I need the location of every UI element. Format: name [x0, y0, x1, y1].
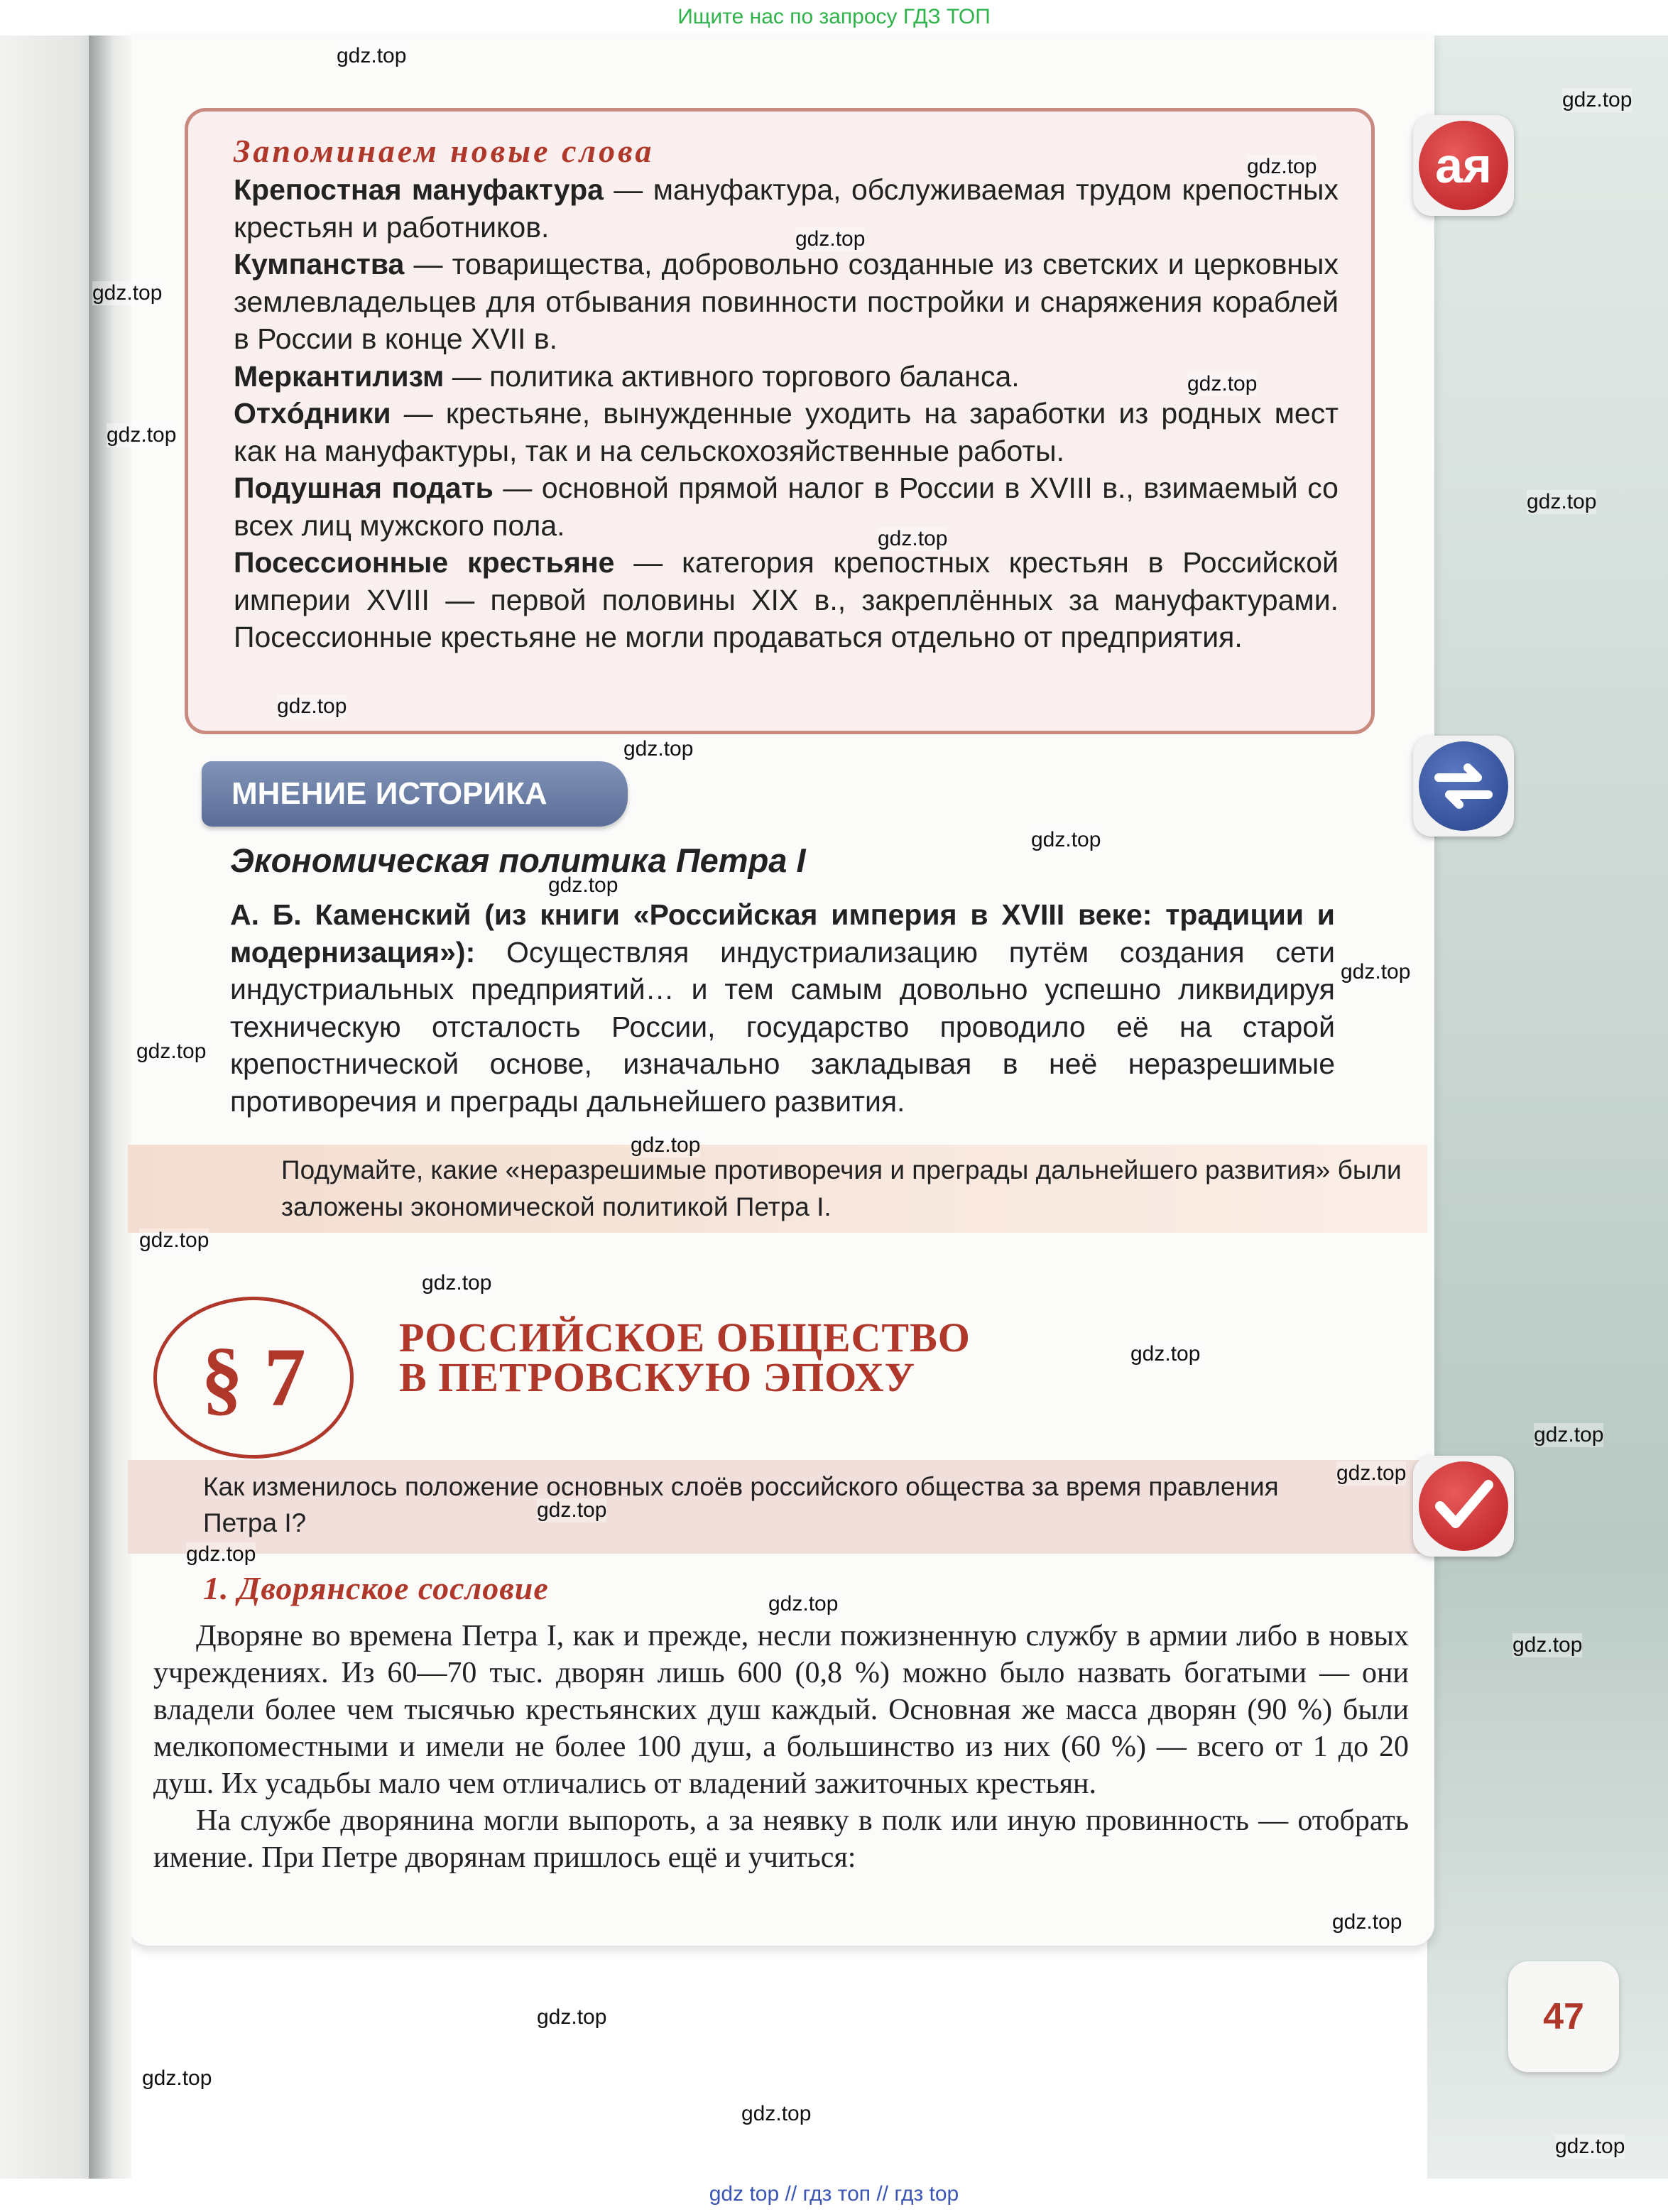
- vocabulary-title: Запоминаем новые слова: [234, 133, 655, 169]
- term: Отхóдники: [234, 397, 391, 430]
- watermark: gdz.top: [768, 1592, 839, 1616]
- watermark: gdz.top: [631, 1133, 701, 1157]
- term: Кумпанства: [234, 248, 405, 280]
- right-margin-decoration: [1427, 36, 1668, 2179]
- bottom-banner: gdz top // гдз топ // гдз top: [0, 2179, 1668, 2212]
- paragraph: На службе дворянина могли выпороть, а за неявку в полк или иную провинность — отобрать имение. При Петре дворянам пришлось ещё и учиться:: [153, 1804, 1409, 1874]
- section-title-line2: В ПЕТРОВСКУЮ ЭПОХУ: [399, 1354, 916, 1400]
- definition: — категория крепостных крестьян в Российской империи XVIII — первой половины XIX в., закреплённых за мануфактурами. Посессионные крестьяне не могли продаваться отдельно от предприятия.: [234, 546, 1339, 653]
- watermark: gdz.top: [337, 44, 407, 67]
- watermark: gdz.top: [1247, 155, 1317, 178]
- watermark: gdz.top: [1341, 960, 1411, 984]
- watermark: gdz.top: [1187, 372, 1258, 396]
- vocabulary-entry: [234, 469, 1339, 544]
- definition: — товарищества, добровольно созданные из светских и церковных землевладельцев для отбывания повинности постройки и снаряжения кораблей в России в конце XVII в.: [234, 248, 1339, 355]
- historian-quote: [230, 896, 1335, 1120]
- subheading: 1. Дворянское сословие: [203, 1570, 549, 1606]
- top-banner: Ищите нас по запросу ГДЗ ТОП: [0, 0, 1668, 36]
- watermark: gdz.top: [1512, 1633, 1583, 1657]
- opinion-title: Экономическая политика Петра I: [230, 841, 806, 879]
- section-title: [399, 1314, 971, 1400]
- watermark: gdz.top: [623, 737, 694, 761]
- quote-text: Осуществляя индустриализацию путём создания сети индустриальных предприятий… и тем самым довольно успешно ликвидируя техническую отсталость России, государство проводило её на старой крепостнической основе, изначально закладывая в неё неразрешимые противоречия и преграды дальнейшего развития.: [230, 935, 1335, 1118]
- term: Меркантилизм: [234, 359, 445, 393]
- watermark: gdz.top: [277, 694, 347, 718]
- watermark: gdz.top: [136, 1040, 207, 1063]
- watermark: gdz.top: [741, 2102, 812, 2125]
- vocabulary-entry: [234, 395, 1339, 469]
- watermark: gdz.top: [878, 527, 948, 550]
- page-number: 47: [1508, 1961, 1619, 2072]
- section-title-line1: РОССИЙСКОЕ ОБЩЕСТВО: [399, 1314, 971, 1361]
- body-text: [153, 1618, 1409, 1876]
- term: Посессионные крестьяне: [234, 546, 615, 579]
- vocabulary-icon[interactable]: ая: [1413, 115, 1514, 216]
- term: Подушная подать: [234, 472, 494, 504]
- watermark: gdz.top: [537, 2005, 607, 2029]
- opinion-question: Подумайте, какие «неразрешимые противоречия и преграды дальнейшего развития» были заложены экономической политикой Петра I.: [281, 1155, 1402, 1221]
- watermark: gdz.top: [548, 873, 618, 897]
- watermark: gdz.top: [1527, 490, 1597, 513]
- watermark: gdz.top: [186, 1542, 256, 1566]
- vocabulary-box: [185, 108, 1375, 734]
- watermark: gdz.top: [1562, 88, 1632, 111]
- section-problem-question: Как изменилось положение основных слоёв российского общества за время правления Петра I?: [203, 1472, 1279, 1537]
- watermark: gdz.top: [1336, 1461, 1407, 1485]
- watermark: gdz.top: [139, 1228, 209, 1252]
- watermark: gdz.top: [92, 281, 163, 305]
- section-number-badge: § 7: [153, 1297, 354, 1459]
- quote-source: А. Б. Каменский (из книги «Российская империя в XVIII веке: традиции и модернизация»):: [230, 898, 1335, 969]
- watermark: gdz.top: [795, 227, 866, 251]
- watermark: gdz.top: [422, 1271, 492, 1295]
- arrows-exchange-icon[interactable]: [1413, 736, 1514, 837]
- vocabulary-entry: [234, 171, 1339, 246]
- watermark: gdz.top: [1534, 1423, 1604, 1446]
- watermark: gdz.top: [1332, 1910, 1402, 1934]
- definition: — основной прямой налог в России в XVIII в., взимаемый со всех лиц мужского пола.: [234, 472, 1339, 542]
- term: Крепостная мануфактура: [234, 173, 604, 206]
- left-page-edge: [0, 36, 99, 2179]
- definition: — мануфактура, обслуживаемая трудом крепостных крестьян и работников.: [234, 173, 1339, 244]
- definition: — крестьяне, вынужденные уходить на заработки из родных мест как на мануфактуры, так и на сельскохозяйственные работы.: [234, 397, 1339, 467]
- paragraph: Дворяне во времена Петра I, как и прежде, несли пожизненную службу в армии либо в новых учреждениях. Из 60—70 тыс. дворян лишь 600 (0,8 %) можно было назвать богатыми — они владели более чем тысячью крестьянских душ каждый. Основная же масса дворян (90 %) были мелкопоместными и имели не более 100 душ, а большинство из них (60 %) — всего от 1 до 20 душ. Их усадьбы мало чем отличались от владений зажиточных крестьян.: [153, 1620, 1409, 1800]
- watermark: gdz.top: [142, 2066, 212, 2090]
- watermark: gdz.top: [107, 423, 177, 447]
- watermark: gdz.top: [1031, 828, 1101, 851]
- watermark: gdz.top: [1130, 1342, 1201, 1366]
- book-spine: [89, 36, 131, 2179]
- historian-opinion-tab: МНЕНИЕ ИСТОРИКА: [202, 761, 628, 827]
- definition: — политика активного торгового баланса.: [444, 359, 1020, 393]
- vocabulary-entry: [234, 246, 1339, 358]
- watermark: gdz.top: [537, 1498, 607, 1522]
- checkmark-icon[interactable]: [1413, 1456, 1514, 1557]
- vocabulary-entry: [234, 544, 1339, 656]
- watermark: gdz.top: [1555, 2135, 1625, 2158]
- vocabulary-entry: [234, 358, 1339, 396]
